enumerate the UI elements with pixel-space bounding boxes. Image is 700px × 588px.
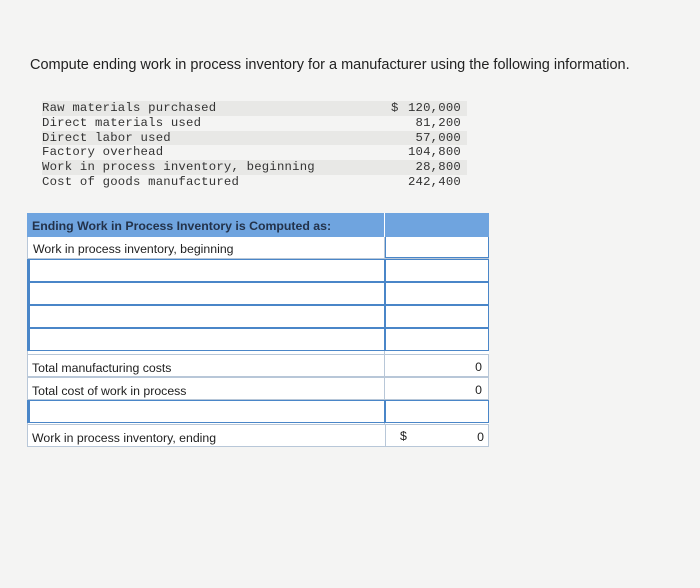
info-row [42, 131, 467, 146]
info-table [42, 101, 467, 190]
info-row [42, 101, 467, 116]
deduction-row [27, 400, 489, 423]
entry-row [27, 282, 489, 305]
info-label: Raw materials purchased [42, 101, 217, 115]
entry-label-input[interactable] [27, 305, 385, 328]
total-manufacturing-value: 0 [385, 355, 489, 376]
entry-amount-input[interactable] [385, 328, 489, 351]
entry-amount-input[interactable] [385, 259, 489, 282]
beginning-label: Work in process inventory, beginning [27, 237, 385, 258]
beginning-amount-input[interactable] [385, 237, 489, 258]
ending-value: 0 [477, 430, 484, 444]
info-label: Direct materials used [42, 115, 202, 130]
ending-row [27, 424, 489, 447]
ending-label: Work in process inventory, ending [28, 425, 386, 446]
worksheet-grid [27, 213, 489, 449]
total-manufacturing-label: Total manufacturing costs [27, 355, 385, 376]
entry-row [27, 305, 489, 328]
info-row [42, 175, 467, 190]
entry-label-input[interactable] [27, 328, 385, 351]
info-value: 81,200 [415, 115, 461, 130]
ending-currency: $ [400, 429, 407, 443]
entry-amount-input[interactable] [385, 282, 489, 305]
info-value: 120,000 [407, 101, 461, 115]
entry-row [27, 259, 489, 282]
info-label: Cost of goods manufactured [42, 174, 240, 189]
info-value: 104,800 [407, 145, 461, 160]
deduction-amount-input[interactable] [385, 400, 489, 423]
total-wip-label: Total cost of work in process [27, 378, 385, 399]
total-wip-row [27, 377, 489, 400]
worksheet-title: Ending Work in Process Inventory is Computed as: [27, 213, 385, 237]
deduction-label-input[interactable] [27, 400, 385, 423]
info-value: 242,400 [407, 174, 461, 189]
info-row [42, 160, 467, 175]
info-row [42, 116, 467, 131]
total-manufacturing-row [27, 354, 489, 377]
info-label: Work in process inventory, beginning [42, 160, 315, 175]
beginning-row [27, 237, 489, 259]
info-label: Factory overhead [42, 145, 164, 160]
entry-label-input[interactable] [27, 282, 385, 305]
entry-label-input[interactable] [27, 259, 385, 282]
entry-row [27, 328, 489, 351]
question-text: Compute ending work in process inventory for a manufacturer using the following information. [30, 57, 630, 73]
info-value: 57,000 [415, 130, 461, 145]
total-wip-value: 0 [385, 378, 489, 399]
ending-value-cell [386, 425, 490, 446]
info-value: 28,800 [415, 160, 461, 175]
info-row [42, 145, 467, 160]
currency-symbol: $ [391, 101, 399, 115]
entry-amount-input[interactable] [385, 305, 489, 328]
worksheet-header-blank [385, 213, 489, 237]
worksheet-header [27, 213, 489, 237]
info-label: Direct labor used [42, 130, 171, 145]
